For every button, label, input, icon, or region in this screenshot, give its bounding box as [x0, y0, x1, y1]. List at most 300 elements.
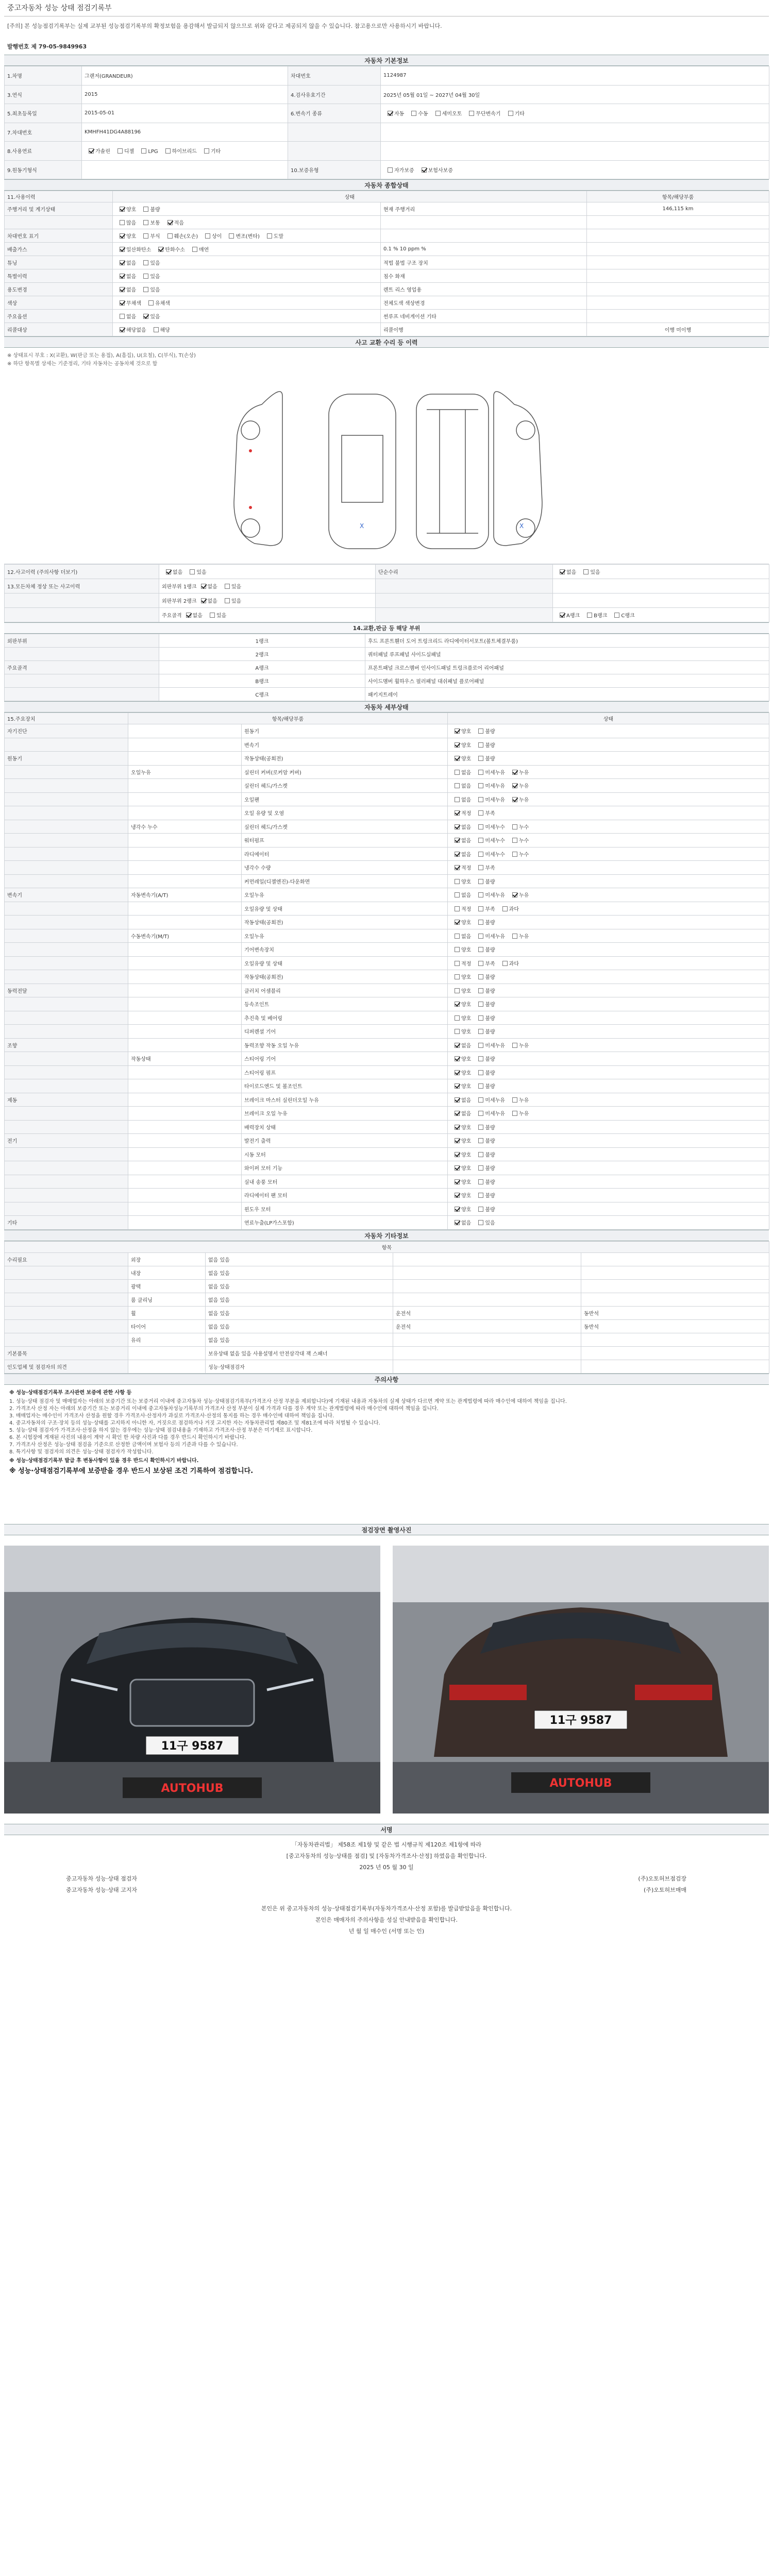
detail.rows.20.st-option[interactable]	[450, 1000, 471, 1008]
detail.rows.20.st-option-label: 양호	[461, 1002, 472, 1008]
overall_rows.0.opts-option[interactable]	[115, 205, 136, 213]
checkbox-icon[interactable]	[478, 852, 483, 857]
detail.rows.16.st-option[interactable]	[450, 945, 471, 953]
detail.rows.5.st-option[interactable]	[508, 795, 529, 803]
section-other-info: 자동차 기타정보	[4, 1230, 769, 1241]
checkbox-icon[interactable]	[478, 865, 483, 870]
checkbox-icon[interactable]	[120, 247, 125, 252]
checkbox-icon[interactable]	[478, 770, 483, 775]
detail.rows.1.st-option[interactable]	[450, 741, 471, 749]
detail-item: 윈도우 모터	[242, 1202, 448, 1216]
accident.rows.2.opts-option-label: 있음	[231, 599, 242, 604]
overall_rows.3.opts-option[interactable]	[188, 245, 209, 253]
checkbox-icon[interactable]	[411, 111, 416, 116]
detail.rows.34.st-option[interactable]	[450, 1191, 471, 1199]
checkbox-icon[interactable]	[478, 920, 483, 925]
overall_rows.2.opts-option[interactable]	[139, 232, 160, 240]
detail.rows.23.st-option[interactable]	[474, 1041, 505, 1049]
checkbox-icon[interactable]	[186, 613, 191, 618]
checkbox-icon[interactable]	[512, 783, 517, 788]
overall_rows.8.opts-option[interactable]	[139, 312, 160, 320]
detail.rows.6.st-option[interactable]	[474, 809, 495, 817]
detail.rows.4.st-option[interactable]	[508, 782, 529, 789]
detail.rows.6.st-option[interactable]	[450, 809, 471, 817]
checkbox-icon[interactable]	[478, 988, 483, 993]
checkbox-icon[interactable]	[455, 1015, 460, 1021]
detail.rows.12.st-option[interactable]	[474, 891, 505, 899]
checkbox-icon[interactable]	[210, 613, 215, 618]
other-row	[5, 1279, 769, 1293]
checkbox-icon[interactable]	[225, 584, 230, 589]
detail.rows.33.st-option[interactable]	[474, 1178, 495, 1185]
detail.rows.31.st-option[interactable]	[450, 1150, 471, 1158]
checkbox-icon[interactable]	[455, 797, 460, 802]
checkbox-icon[interactable]	[478, 1152, 483, 1157]
basic_options.fuel-option[interactable]	[85, 147, 110, 155]
detail.rows.8.st-option[interactable]	[508, 836, 529, 844]
checkbox-icon[interactable]	[192, 247, 197, 252]
basic_options.fuel-option[interactable]	[137, 148, 158, 155]
detail.rows.15.st-option[interactable]	[474, 932, 505, 940]
checkbox-icon[interactable]	[455, 906, 460, 911]
sign-date: 2025 년 05 월 30 일	[359, 1863, 414, 1871]
basic_options.transmission-option[interactable]	[465, 109, 500, 117]
detail-subgroup	[128, 1161, 242, 1175]
detail.rows.18.st-option[interactable]	[450, 973, 471, 980]
checkbox-icon[interactable]	[455, 974, 460, 979]
checkbox-icon[interactable]	[388, 167, 393, 173]
other-opts: 없음 있음	[206, 1266, 393, 1279]
other-r2	[581, 1333, 769, 1346]
checkbox-icon[interactable]	[143, 314, 148, 319]
overall_rows.4.opts-option[interactable]	[139, 259, 160, 266]
checkbox-icon[interactable]	[455, 1138, 460, 1143]
basic_options.transmission-option[interactable]	[431, 109, 462, 117]
detail.rows.30.st-option[interactable]	[474, 1137, 495, 1144]
checkbox-icon[interactable]	[201, 598, 206, 603]
detail.rows.3.st-option[interactable]	[450, 768, 471, 776]
checkbox-icon[interactable]	[614, 613, 619, 618]
checkbox-icon[interactable]	[583, 569, 589, 574]
checkbox-icon[interactable]	[455, 756, 460, 761]
checkbox-icon[interactable]	[469, 111, 474, 116]
checkbox-icon[interactable]	[455, 865, 460, 870]
checkbox-icon[interactable]	[478, 1002, 483, 1007]
detail.rows.22.st-option[interactable]	[450, 1027, 471, 1035]
accident.rows.3.opts2-option[interactable]	[556, 611, 580, 619]
checkbox-icon[interactable]	[478, 810, 483, 816]
checkbox-icon[interactable]	[455, 1083, 460, 1089]
accident.rows.3.opts2-option[interactable]	[583, 611, 607, 619]
checkbox-icon[interactable]	[478, 961, 483, 966]
detail.rows.9.st-option[interactable]	[474, 850, 505, 858]
overall_rows.7.opts-option[interactable]	[144, 299, 170, 307]
checkbox-icon[interactable]	[120, 233, 125, 239]
detail.rows.21.st-option[interactable]	[450, 1014, 471, 1022]
detail.rows.4.st-option[interactable]	[474, 782, 505, 789]
detail.rows.9.st-option[interactable]	[450, 850, 471, 858]
detail.rows.24.st-option[interactable]	[474, 1055, 495, 1062]
overall_rows.2.opts-option[interactable]	[201, 232, 222, 240]
basic_options.transmission-option[interactable]	[383, 109, 404, 117]
overall-label: 배출가스	[5, 243, 113, 256]
detail.rows.1.st-option[interactable]	[474, 741, 495, 749]
checkbox-icon[interactable]	[455, 1125, 460, 1130]
checkbox-icon[interactable]	[512, 1111, 517, 1116]
car-frame-view-members	[427, 410, 478, 533]
checkbox-icon[interactable]	[158, 247, 163, 252]
basic_options.warranty-option[interactable]	[383, 166, 414, 174]
checkbox-icon[interactable]	[455, 1207, 460, 1212]
checkbox-icon[interactable]	[205, 233, 210, 239]
detail-item: 타이로드엔드 및 볼조인트	[242, 1079, 448, 1093]
checkbox-icon[interactable]	[455, 1152, 460, 1157]
checkbox-icon[interactable]	[478, 1097, 483, 1103]
basic_options.warranty-option[interactable]	[417, 166, 453, 174]
overall_rows.6.opts-option[interactable]	[139, 285, 160, 293]
accident.rows.3.opts-option[interactable]	[206, 611, 226, 619]
detail.rows.20.st-option[interactable]	[474, 1000, 495, 1008]
basic_options.transmission-option-label: 무단변속기	[476, 111, 501, 117]
checkbox-icon[interactable]	[478, 1029, 483, 1034]
detail.rows.8.st-option[interactable]	[474, 836, 505, 844]
detail.rows.14.st-option[interactable]	[450, 918, 471, 926]
checkbox-icon[interactable]	[478, 1138, 483, 1143]
checkbox-icon[interactable]	[478, 934, 483, 939]
checkbox-icon[interactable]	[478, 1083, 483, 1089]
checkbox-icon[interactable]	[455, 920, 460, 925]
detail.rows.7.st-option[interactable]	[508, 823, 529, 831]
detail-group	[5, 929, 128, 943]
overall_rows.1.opts-option[interactable]	[139, 218, 160, 226]
detail.rows.27.st-option[interactable]	[474, 1096, 505, 1104]
detail.rows.26.st-option[interactable]	[450, 1082, 471, 1090]
overall_rows.2.opts-option[interactable]	[115, 232, 136, 240]
overall_rows.0.opts-option[interactable]	[139, 205, 160, 213]
overall_rows.1.opts-option[interactable]	[163, 218, 184, 226]
detail.rows.17.st-option[interactable]	[498, 959, 519, 967]
detail.rows.3.st-option[interactable]	[474, 768, 505, 776]
accident.rows.3.opts-option[interactable]	[182, 611, 203, 619]
checkbox-icon[interactable]	[117, 148, 123, 154]
accident.rows.2.opts-option[interactable]	[197, 597, 217, 604]
detail-subgroup	[128, 1175, 242, 1189]
detail.rows.32.st-option[interactable]	[450, 1164, 471, 1172]
overall_rows.7.opts-option[interactable]	[115, 299, 141, 307]
overall_rows.2.opts-option[interactable]	[263, 232, 283, 240]
checkbox-icon[interactable]	[455, 1097, 460, 1103]
checkbox-icon[interactable]	[201, 584, 206, 589]
accident.rows.1.opts-option[interactable]	[221, 582, 241, 590]
checkbox-icon[interactable]	[455, 1193, 460, 1198]
detail.rows.23.st-option[interactable]	[450, 1041, 471, 1049]
detail.rows.26.st-option-label: 불량	[485, 1084, 495, 1090]
accident.rows.0.opts-option[interactable]	[186, 568, 206, 575]
checkbox-icon[interactable]	[478, 1165, 483, 1171]
overall_rows.6.opts-option[interactable]	[115, 285, 136, 293]
detail.rows.29.st-option[interactable]	[450, 1123, 471, 1131]
detail.rows.24.st-option[interactable]	[450, 1055, 471, 1062]
detail.rows.19.st-option[interactable]	[450, 987, 471, 994]
basic_options.fuel-option[interactable]	[161, 147, 197, 155]
detail.rows.8.st-option[interactable]	[450, 836, 471, 844]
checkbox-icon[interactable]	[508, 111, 513, 116]
detail.rows.25.st-option[interactable]	[450, 1069, 471, 1076]
detail.rows.28.st-option[interactable]	[474, 1109, 505, 1117]
checkbox-icon[interactable]	[478, 1207, 483, 1212]
checkbox-icon[interactable]	[478, 892, 483, 897]
checkbox-icon[interactable]	[455, 947, 460, 952]
detail.rows.0.st-option[interactable]	[450, 727, 471, 735]
checkbox-icon[interactable]	[120, 287, 125, 292]
detail.rows.27.st-option[interactable]	[450, 1096, 471, 1104]
detail.rows.34.st-option[interactable]	[474, 1191, 495, 1199]
detail.rows.33.st-option[interactable]	[450, 1178, 471, 1185]
detail.rows.30.st-option[interactable]	[450, 1137, 471, 1144]
detail.rows.2.st-option[interactable]	[450, 754, 471, 762]
overall_rows.5.opts-option[interactable]	[115, 272, 136, 280]
checkbox-icon[interactable]	[455, 934, 460, 939]
detail.rows.25.st-option[interactable]	[474, 1069, 495, 1076]
accident.rows.0.opts2-option[interactable]	[579, 568, 600, 575]
checkbox-icon[interactable]	[512, 1097, 517, 1103]
parts-row	[5, 634, 769, 648]
checkbox-icon[interactable]	[512, 838, 517, 843]
checkbox-icon[interactable]	[455, 1111, 460, 1116]
checkbox-icon[interactable]	[478, 783, 483, 788]
basic_options.fuel-option[interactable]	[113, 147, 134, 155]
checkbox-icon[interactable]	[165, 148, 171, 154]
overall_rows.4.opts-option[interactable]	[115, 259, 136, 266]
checkbox-icon[interactable]	[455, 879, 460, 884]
checkbox-icon[interactable]	[455, 770, 460, 775]
checkbox-icon[interactable]	[154, 327, 159, 332]
detail.rows.13.st-option[interactable]	[474, 905, 495, 912]
checkbox-icon[interactable]	[120, 327, 125, 332]
detail.rows.28.st-option[interactable]	[508, 1109, 529, 1117]
checkbox-icon[interactable]	[478, 838, 483, 843]
checkbox-icon[interactable]	[455, 1043, 460, 1048]
accident.rows.0.opts-option[interactable]	[162, 568, 182, 575]
checkbox-icon[interactable]	[120, 220, 125, 225]
checkbox-icon[interactable]	[455, 783, 460, 788]
detail.rows.26.st-option[interactable]	[474, 1082, 495, 1090]
checkbox-icon[interactable]	[141, 148, 146, 154]
checkbox-icon[interactable]	[478, 906, 483, 911]
overall_rows.9.opts-option[interactable]	[115, 326, 146, 333]
checkbox-icon[interactable]	[478, 1015, 483, 1021]
damage-marker-2	[249, 506, 252, 509]
checkbox-icon[interactable]	[478, 1220, 483, 1225]
detail.rows.7.st-option[interactable]	[450, 823, 471, 831]
checkbox-icon[interactable]	[455, 1029, 460, 1034]
checkbox-icon[interactable]	[89, 148, 94, 154]
detail.rows.10.st-option[interactable]	[474, 863, 495, 871]
accident.rows.0.opts2-option[interactable]	[556, 568, 576, 575]
checkbox-icon[interactable]	[478, 1193, 483, 1198]
detail.rows.15.st-option[interactable]	[450, 932, 471, 940]
checkbox-icon[interactable]	[455, 810, 460, 816]
detail-subgroup: 자동변속기(A/T)	[128, 888, 242, 902]
checkbox-icon[interactable]	[143, 233, 148, 239]
detail.rows.11.st-option[interactable]	[474, 877, 495, 885]
overall_rows.3.opts-option[interactable]	[154, 245, 185, 253]
detail.rows.0.st-option[interactable]	[474, 727, 495, 735]
checkbox-icon[interactable]	[267, 233, 272, 239]
detail.rows.9.st-option[interactable]	[508, 850, 529, 858]
detail.rows.35.st-option-label: 불량	[485, 1207, 495, 1213]
checkbox-icon[interactable]	[455, 1220, 460, 1225]
detail.rows.16.st-option[interactable]	[474, 945, 495, 953]
checkbox-icon[interactable]	[478, 728, 483, 734]
basic_options.fuel-option[interactable]	[200, 147, 221, 155]
checkbox-icon[interactable]	[512, 824, 517, 829]
checkbox-icon[interactable]	[455, 742, 460, 748]
checkbox-icon[interactable]	[455, 988, 460, 993]
checkbox-icon[interactable]	[120, 300, 125, 306]
checkbox-icon[interactable]	[455, 961, 460, 966]
detail.rows.13.st-option[interactable]	[450, 905, 471, 912]
checkbox-icon[interactable]	[204, 148, 209, 154]
overall_rows.3.opts-option[interactable]	[115, 245, 151, 253]
overall_rows.7.opts-option-label: 무채색	[126, 301, 141, 307]
checkbox-icon[interactable]	[190, 569, 195, 574]
checkbox-icon[interactable]	[502, 961, 508, 966]
checkbox-icon[interactable]	[560, 569, 565, 574]
checkbox-icon[interactable]	[512, 770, 517, 775]
checkbox-icon[interactable]	[478, 1070, 483, 1075]
checkbox-icon[interactable]	[478, 1179, 483, 1184]
overall_rows.8.opts-option[interactable]	[115, 312, 136, 320]
detail.rows.36.st-option[interactable]	[450, 1218, 471, 1226]
car-frame-view-outline	[416, 394, 489, 549]
checkbox-icon[interactable]	[560, 613, 565, 618]
checkbox-icon[interactable]	[502, 906, 508, 911]
checkbox-icon[interactable]	[120, 207, 125, 212]
detail.rows.3.st-option[interactable]	[508, 768, 529, 776]
checkbox-icon[interactable]	[512, 1043, 517, 1048]
detail.rows.31.st-option[interactable]	[474, 1150, 495, 1158]
checkbox-icon[interactable]	[455, 824, 460, 829]
checkbox-icon[interactable]	[120, 260, 125, 265]
checkbox-icon[interactable]	[120, 314, 125, 319]
checkbox-icon[interactable]	[143, 274, 148, 279]
detail.rows.27.st-option[interactable]	[508, 1096, 529, 1104]
detail.rows.35.st-option[interactable]	[474, 1205, 495, 1213]
checkbox-icon[interactable]	[143, 207, 148, 212]
checkbox-icon[interactable]	[143, 220, 148, 225]
checkbox-icon[interactable]	[512, 892, 517, 897]
accident.rows.2.opts-option[interactable]	[221, 597, 241, 604]
checkbox-icon[interactable]	[167, 220, 173, 225]
detail.rows.23.st-option[interactable]	[508, 1041, 529, 1049]
detail.rows.22.st-option[interactable]	[474, 1027, 495, 1035]
detail.rows.19.st-option[interactable]	[474, 987, 495, 994]
accident.rows.1.opts-option[interactable]	[197, 582, 217, 590]
checkbox-icon[interactable]	[455, 1056, 460, 1061]
checkbox-icon[interactable]	[225, 598, 230, 603]
detail.rows.11.st-option[interactable]	[450, 877, 471, 885]
detail.rows.36.st-option[interactable]	[474, 1218, 495, 1226]
checkbox-icon[interactable]	[388, 111, 393, 116]
detail.rows.29.st-option[interactable]	[474, 1123, 495, 1131]
checkbox-icon[interactable]	[229, 233, 234, 239]
checkbox-icon[interactable]	[478, 742, 483, 748]
detail.rows.17.st-option[interactable]	[474, 959, 495, 967]
checkbox-icon[interactable]	[455, 1179, 460, 1184]
checkbox-icon[interactable]	[478, 756, 483, 761]
checkbox-icon[interactable]	[455, 1165, 460, 1171]
detail.rows.21.st-option[interactable]	[474, 1014, 495, 1022]
detail.rows.2.st-option[interactable]	[474, 754, 495, 762]
detail.rows.10.st-option[interactable]	[450, 863, 471, 871]
checkbox-icon[interactable]	[478, 974, 483, 979]
detail.rows.5.st-option[interactable]	[450, 795, 471, 803]
checkbox-icon[interactable]	[455, 838, 460, 843]
checkbox-icon[interactable]	[478, 1111, 483, 1116]
checkbox-icon[interactable]	[422, 167, 427, 173]
detail.rows.5.st-option[interactable]	[474, 795, 505, 803]
overall_rows.5.opts-option[interactable]	[139, 272, 160, 280]
detail.rows.28.st-option[interactable]	[450, 1109, 471, 1117]
checkbox-icon[interactable]	[455, 1002, 460, 1007]
detail.rows.32.st-option[interactable]	[474, 1164, 495, 1172]
detail.rows.12.st-option[interactable]	[508, 891, 529, 899]
detail.rows.14.st-option[interactable]	[474, 918, 495, 926]
detail.rows.15.st-option[interactable]	[508, 932, 529, 940]
checkbox-icon[interactable]	[148, 300, 154, 306]
checkbox-icon[interactable]	[512, 852, 517, 857]
detail.rows.18.st-option[interactable]	[474, 973, 495, 980]
overall_rows.9.opts-option[interactable]	[149, 326, 170, 333]
detail.rows.35.st-option[interactable]	[450, 1205, 471, 1213]
checkbox-icon[interactable]	[143, 287, 148, 292]
checkbox-icon[interactable]	[478, 947, 483, 952]
detail.rows.12.st-option[interactable]	[450, 891, 471, 899]
checkbox-icon[interactable]	[478, 879, 483, 884]
checkbox-icon[interactable]	[455, 892, 460, 897]
checkbox-icon[interactable]	[455, 852, 460, 857]
overall_rows.1.opts-option[interactable]	[115, 218, 136, 226]
checkbox-icon[interactable]	[478, 1125, 483, 1130]
checkbox-icon[interactable]	[478, 824, 483, 829]
checkbox-icon[interactable]	[512, 797, 517, 802]
checkbox-icon[interactable]	[478, 797, 483, 802]
checkbox-icon[interactable]	[478, 1056, 483, 1061]
checkbox-icon[interactable]	[455, 728, 460, 734]
checkbox-icon[interactable]	[167, 233, 173, 239]
detail.rows.7.st-option[interactable]	[474, 823, 505, 831]
overall_rows.2.opts-option[interactable]	[163, 232, 198, 240]
detail.rows.17.st-option[interactable]	[450, 959, 471, 967]
detail.rows.13.st-option[interactable]	[498, 905, 519, 912]
overall-extra: 렌트 리스 영업용	[381, 283, 587, 296]
checkbox-icon[interactable]	[512, 934, 517, 939]
checkbox-icon[interactable]	[120, 274, 125, 279]
checkbox-icon[interactable]	[435, 111, 441, 116]
checkbox-icon[interactable]	[143, 260, 148, 265]
overall_rows.2.opts-option[interactable]	[225, 232, 259, 240]
checkbox-icon[interactable]	[478, 1043, 483, 1048]
other-row	[5, 1293, 769, 1306]
detail.rows.4.st-option[interactable]	[450, 782, 471, 789]
checkbox-icon[interactable]	[587, 613, 592, 618]
checkbox-icon[interactable]	[166, 569, 171, 574]
basic_options.transmission-option[interactable]	[407, 109, 428, 117]
checkbox-icon[interactable]	[455, 1070, 460, 1075]
basic_options.transmission-option[interactable]	[504, 109, 525, 117]
accident.rows.3.opts2-option[interactable]	[610, 611, 634, 619]
